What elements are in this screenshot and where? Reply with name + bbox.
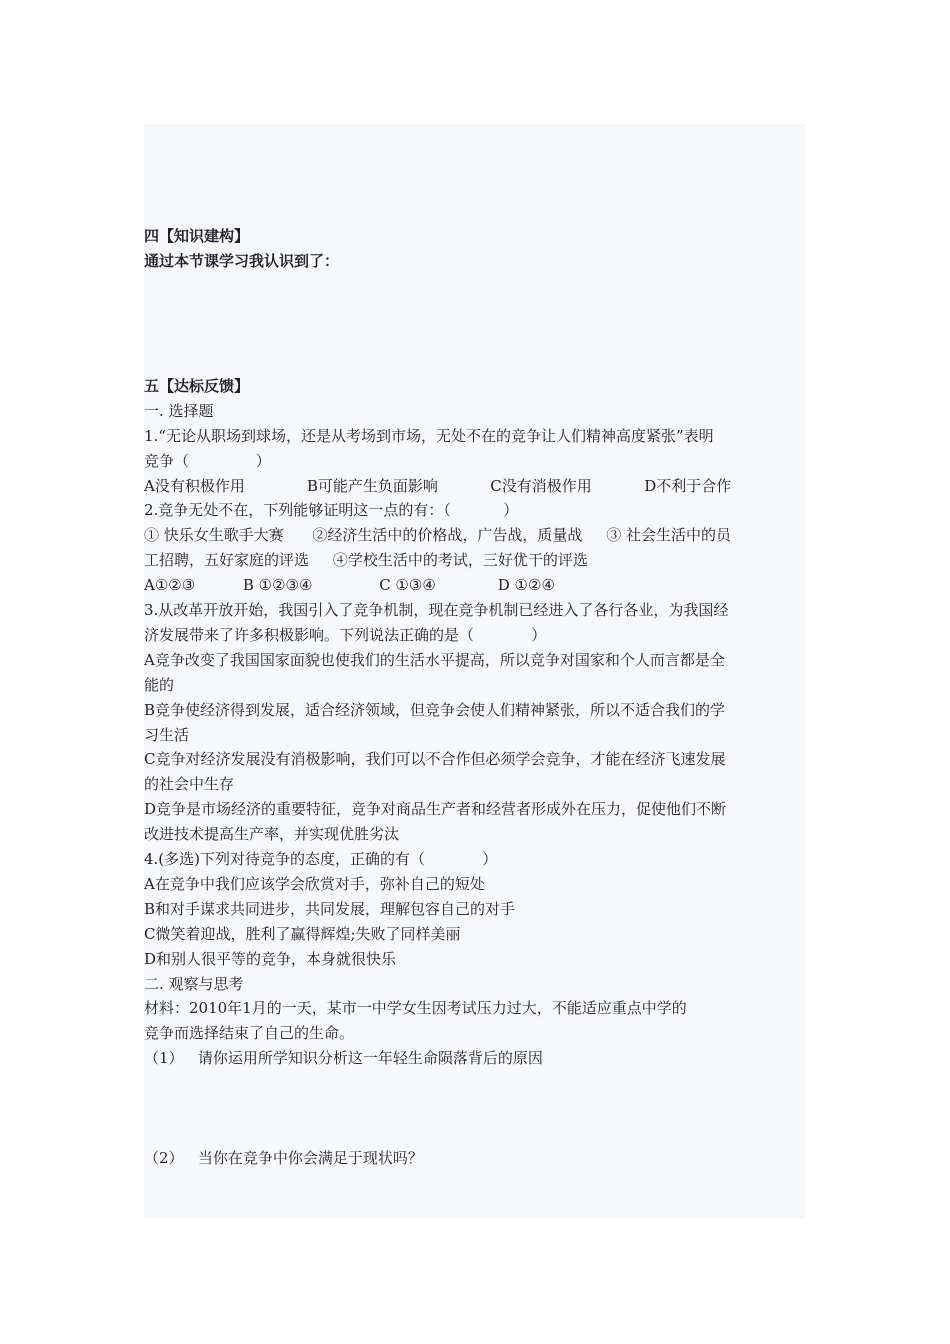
q3-option-b-line2: 习生活 — [144, 726, 190, 744]
q3-line2: 济发展带来了许多积极影响。下列说法正确的是（ ） — [144, 626, 547, 644]
section4-heading: 四【知识建构】 — [144, 227, 250, 245]
subquestion-1: （1） 请你运用所学知识分析这一年轻生命陨落背后的原因 — [144, 1049, 543, 1067]
q1-line2: 竞争（ ） — [144, 452, 271, 470]
q3-line1: 3.从改革开放开始，我国引入了竞争机制，现在竞争机制已经进入了各行各业，为我国经 — [144, 601, 729, 619]
q2-line1: 2.竞争无处不在，下列能够证明这一点的有：（ ） — [144, 501, 519, 519]
q4-line1: 4.(多选)下列对待竞争的态度，正确的有（ ） — [144, 850, 498, 868]
q4-option-a: A在竞争中我们应该学会欣赏对手，弥补自己的短处 — [144, 875, 485, 893]
q1-line1: 1.“无论从职场到球场，还是从考场到市场，无处不在的竞争让人们精神高度紧张”表明 — [144, 427, 714, 445]
q1-options: A没有积极作用 B可能产生负面影响 C没有消极作用 D不利于合作 — [144, 477, 732, 495]
q4-option-c: C微笑着迎战，胜利了赢得辉煌;失败了同样美丽 — [144, 925, 461, 943]
q3-option-d-line1: D竞争是市场经济的重要特征，竞争对商品生产者和经营者形成外在压力，促使他们不断 — [144, 800, 727, 818]
material-line1: 材料：2010年1月的一天，某市一中学女生因考试压力过大，不能适应重点中学的 — [144, 999, 687, 1017]
q3-option-a-line2: 能的 — [144, 676, 175, 694]
q2-options: A①②③ B ①②③④ C ①③④ D ①②④ — [144, 576, 555, 594]
q2-line2: ① 快乐女生歌手大赛 ②经济生活中的价格战，广告战，质量战 ③ 社会生活中的员 — [144, 526, 731, 544]
q3-option-a-line1: A竞争改变了我国国家面貌也使我们的生活水平提高，所以竞争对国家和个人而言都是全 — [144, 651, 725, 669]
q2-line3: 工招聘，五好家庭的评选 ④学校生活中的考试，三好优干的评选 — [144, 551, 588, 569]
section5-heading: 五【达标反馈】 — [144, 377, 250, 395]
q3-option-c-line1: C竞争对经济发展没有消极影响，我们可以不合作但必须学会竞争，才能在经济飞速发展 — [144, 750, 726, 768]
q3-option-d-line2: 改进技术提高生产率，并实现优胜劣汰 — [144, 825, 400, 843]
section4-prompt: 通过本节课学习我认识到了： — [144, 252, 340, 270]
q4-option-b: B和对手谋求共同进步，共同发展，理解包容自己的对手 — [144, 900, 516, 918]
part2-title: 二. 观察与思考 — [144, 975, 244, 993]
q3-option-b-line1: B竞争使经济得到发展，适合经济领域，但竞争会使人们精神紧张，所以不适合我们的学 — [144, 701, 726, 719]
q3-option-c-line2: 的社会中生存 — [144, 775, 235, 793]
part1-title: 一. 选择题 — [144, 402, 214, 420]
q4-option-d: D和别人很平等的竞争，本身就很快乐 — [144, 950, 397, 968]
material-line2: 竞争而选择结束了自己的生命。 — [144, 1024, 355, 1042]
subquestion-2: （2） 当你在竞争中你会满足于现状吗？ — [144, 1149, 423, 1167]
